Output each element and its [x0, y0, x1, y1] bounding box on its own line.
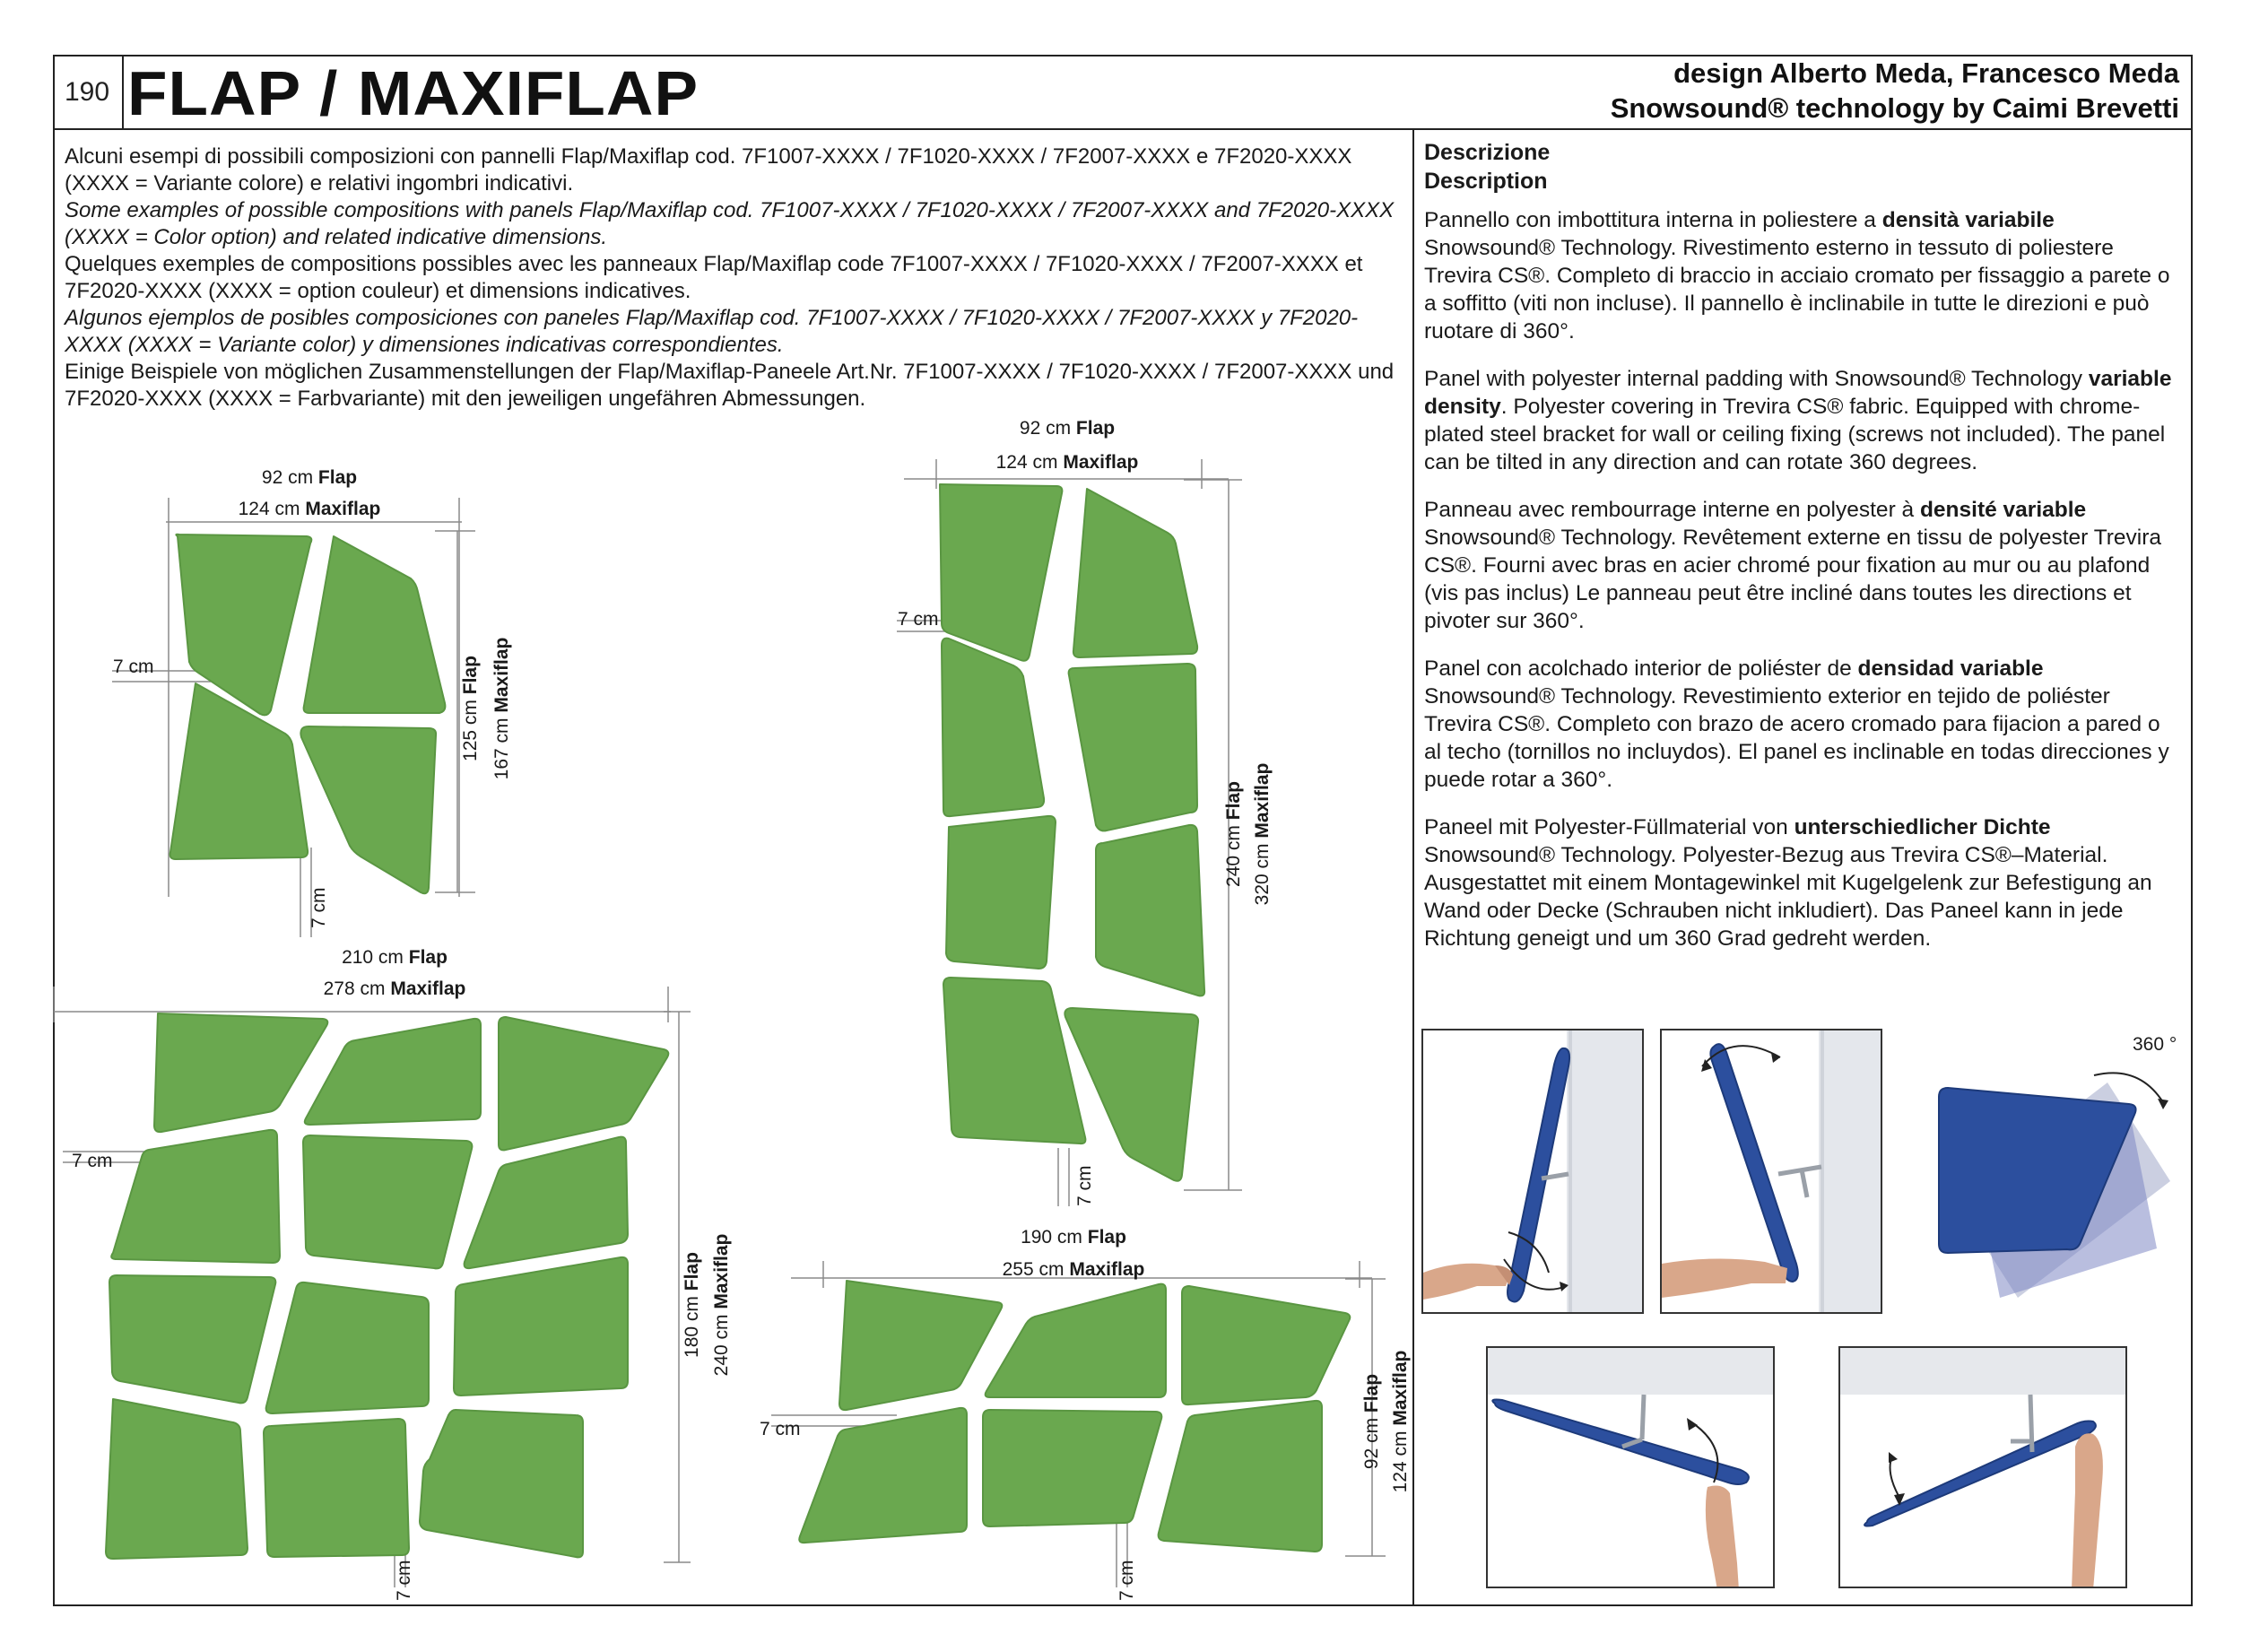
dim-width-maxiflap: 124 cm Maxiflap	[238, 499, 381, 519]
dim-height-maxiflap: 240 cm Maxiflap	[711, 1233, 732, 1377]
technology-credit: Snowsound® technology by Caimi Brevetti	[1610, 92, 2179, 124]
dim-height-maxiflap: 124 cm Maxiflap	[1390, 1350, 1411, 1493]
dim-height-flap: 180 cm Flap	[682, 1252, 702, 1358]
dim-gap-vertical: 7 cm	[1074, 1165, 1095, 1206]
flap-panel	[983, 1410, 1161, 1526]
flap-panel	[839, 1281, 1002, 1410]
intro-es: Algunos ejemplos de posibles composiciones con paneles Flap/Maxiflap cod. 7F1007-XXXX / 7F1020-XXXX / 7F2007-XXXX y 7F2020-XXXX (XXXX = Variante color) y dimensiones indicativas correspondientes.	[65, 306, 1359, 357]
flap-panel	[940, 484, 1062, 661]
intro-fr: Quelques exemples de compositions possibles avec les panneaux Flap/Maxiflap code 7F1007-XXXX / 7F1020-XXXX / 7F2007-XXXX et 7F2020-XXXX (XXXX = option couleur) et dimensions indicatives.	[65, 252, 1363, 303]
dim-gap-vertical: 7 cm	[308, 887, 329, 928]
dim-gap-horizontal: 7 cm	[898, 609, 939, 630]
dim-width-flap: 210 cm Flap	[342, 947, 448, 968]
dim-width-flap: 92 cm Flap	[261, 467, 358, 488]
photo-wall-tilt-1	[1421, 1029, 1644, 1314]
flap-panel	[304, 536, 446, 713]
dim-height-maxiflap: 320 cm Maxiflap	[1252, 762, 1273, 906]
flap-panel	[266, 1282, 429, 1413]
flap-panel	[943, 978, 1085, 1143]
desc-paragraph-it: Pannello con imbottitura interna in poliestere a densità variabile Snowsound® Technology. Rivestimento esterno in tessuto di poliestere Trevira CS®. Completo di braccio in acciaio cromato per fissaggio a parete o a soffitto (viti non incluse). Il pannello è inclinabile in tutte le direzioni e può ruotare di 360°.	[1424, 208, 2170, 343]
dim-height-flap: 240 cm Flap	[1223, 781, 1244, 887]
flap-panel	[799, 1408, 967, 1543]
flap-panel	[1159, 1401, 1322, 1552]
flap-panel	[170, 683, 308, 859]
composition-3	[54, 987, 691, 1587]
dim-width-maxiflap: 278 cm Maxiflap	[323, 978, 466, 999]
flap-panel	[1096, 825, 1204, 996]
dim-height-flap: 92 cm Flap	[1361, 1373, 1382, 1470]
flap-panel	[109, 1275, 275, 1403]
dim-width-flap: 190 cm Flap	[1021, 1227, 1126, 1248]
flap-panel	[499, 1017, 668, 1150]
desc-paragraph-de: Paneel mit Polyester-Füllmaterial von unterschiedlicher Dichte Snowsound® Technology. Polyester-Bezug aus Trevira CS®–Material. Ausgestattet mit einem Montagewinkel mit Kugelgelenk zur Befestigung an Wand oder Decke (Schrauben nicht inkludiert). Das Paneel kann in jede Richtung geneigt und um 360 Grad gedreht werden.	[1424, 815, 2152, 951]
dim-height-flap: 125 cm Flap	[460, 656, 481, 761]
flap-panel	[264, 1419, 409, 1557]
flap-panel	[1069, 664, 1197, 830]
desc-paragraph-fr: Panneau avec rembourrage interne en polyester à densité variable Snowsound® Technology. Revêtement externe en tissu de polyester Trevira CS®. Fourni avec bras en acier chromé pour fixation au mur ou au plafond (vis pas inclus) Le panneau peut être incliné dans toutes les directions et pivoter sur 360°.	[1424, 498, 2162, 633]
flap-panel	[946, 816, 1056, 969]
dim-gap-vertical: 7 cm	[1117, 1560, 1137, 1601]
description-column	[1424, 138, 2173, 972]
flap-panel	[465, 1137, 628, 1269]
flap-panel	[106, 1399, 248, 1559]
page-number: 190	[65, 77, 110, 107]
design-credit	[1611, 56, 2179, 126]
composition-1	[112, 498, 475, 937]
dim-height-maxiflap: 167 cm Maxiflap	[491, 637, 512, 780]
dim-gap-horizontal: 7 cm	[72, 1151, 113, 1171]
flap-panel	[154, 1013, 327, 1132]
rotation-label: 360 °	[2133, 1034, 2177, 1055]
photo-rotation	[1901, 1029, 2190, 1325]
column-divider	[1412, 128, 1414, 1606]
photo-ceiling-tilt-1	[1486, 1346, 1775, 1588]
composition-4	[771, 1261, 1386, 1587]
dim-width-maxiflap: 255 cm Maxiflap	[1002, 1259, 1145, 1280]
flap-panel	[1065, 1008, 1198, 1181]
flap-panel	[942, 639, 1044, 816]
intro-de: Einige Beispiele von möglichen Zusammenstellungen der Flap/Maxiflap-Paneele Art.Nr. 7F1007-XXXX / 7F1020-XXXX / 7F2007-XXXX und 7F2020-XXXX (XXXX = Farbvariante) mit den jeweiligen ungefähren Abmessungen.	[65, 360, 1395, 411]
flap-panel	[300, 726, 436, 893]
dim-gap-horizontal: 7 cm	[113, 656, 154, 677]
desc-paragraph-es: Panel con acolchado interior de poliéster de densidad variable Snowsound® Technology. Revestimiento exterior en tejido de poliéster Trevira CS®. Completo con brazo de acero cromado para fijacion a pared o al techo (tornillos no incluydos). El panel es inclinable en todas direcciones y puede rotar a 360°.	[1424, 656, 2169, 792]
description-headings	[1424, 138, 2173, 196]
dim-gap-horizontal: 7 cm	[760, 1419, 801, 1439]
intro-en: Some examples of possible compositions with panels Flap/Maxiflap cod. 7F1007-XXXX / 7F1020-XXXX / 7F2007-XXXX and 7F2020-XXXX (XXXX = Color option) and related indicative dimensions.	[65, 198, 1395, 249]
flap-panel	[303, 1135, 472, 1268]
photo-ceiling-tilt-2	[1838, 1346, 2127, 1588]
designer-credit: design Alberto Meda, Francesco Meda	[1673, 57, 2179, 89]
flap-panel	[111, 1130, 280, 1263]
dim-width-flap: 92 cm Flap	[1019, 418, 1116, 439]
heading-en: Description	[1424, 169, 1548, 194]
flap-panel	[305, 1019, 481, 1125]
flap-panel	[454, 1257, 628, 1396]
flap-panel	[986, 1284, 1166, 1397]
flap-panel	[1073, 489, 1197, 657]
dim-width-maxiflap: 124 cm Maxiflap	[995, 452, 1139, 473]
intro-it: Alcuni esempi di possibili composizioni con pannelli Flap/Maxiflap cod. 7F1007-XXXX / 7F1020-XXXX / 7F2007-XXXX e 7F2020-XXXX (XXXX = Variante colore) e relativi ingombri indicativi.	[65, 144, 1352, 196]
photo-wall-tilt-2	[1660, 1029, 1882, 1314]
heading-it: Descrizione	[1424, 140, 1551, 165]
dim-gap-vertical: 7 cm	[394, 1560, 414, 1601]
page-title: FLAP / MAXIFLAP	[127, 58, 700, 128]
flap-panel	[420, 1410, 583, 1557]
composition-2	[897, 459, 1242, 1206]
desc-paragraph-en: Panel with polyester internal padding with Snowsound® Technology variable density. Polyester covering in Trevira CS® fabric. Equipped with chrome-plated steel bracket for wall or ceiling fixing (screws not included). The panel can be tilted in any direction and can rotate 360 degrees.	[1424, 367, 2172, 474]
flap-panel	[1182, 1286, 1350, 1404]
